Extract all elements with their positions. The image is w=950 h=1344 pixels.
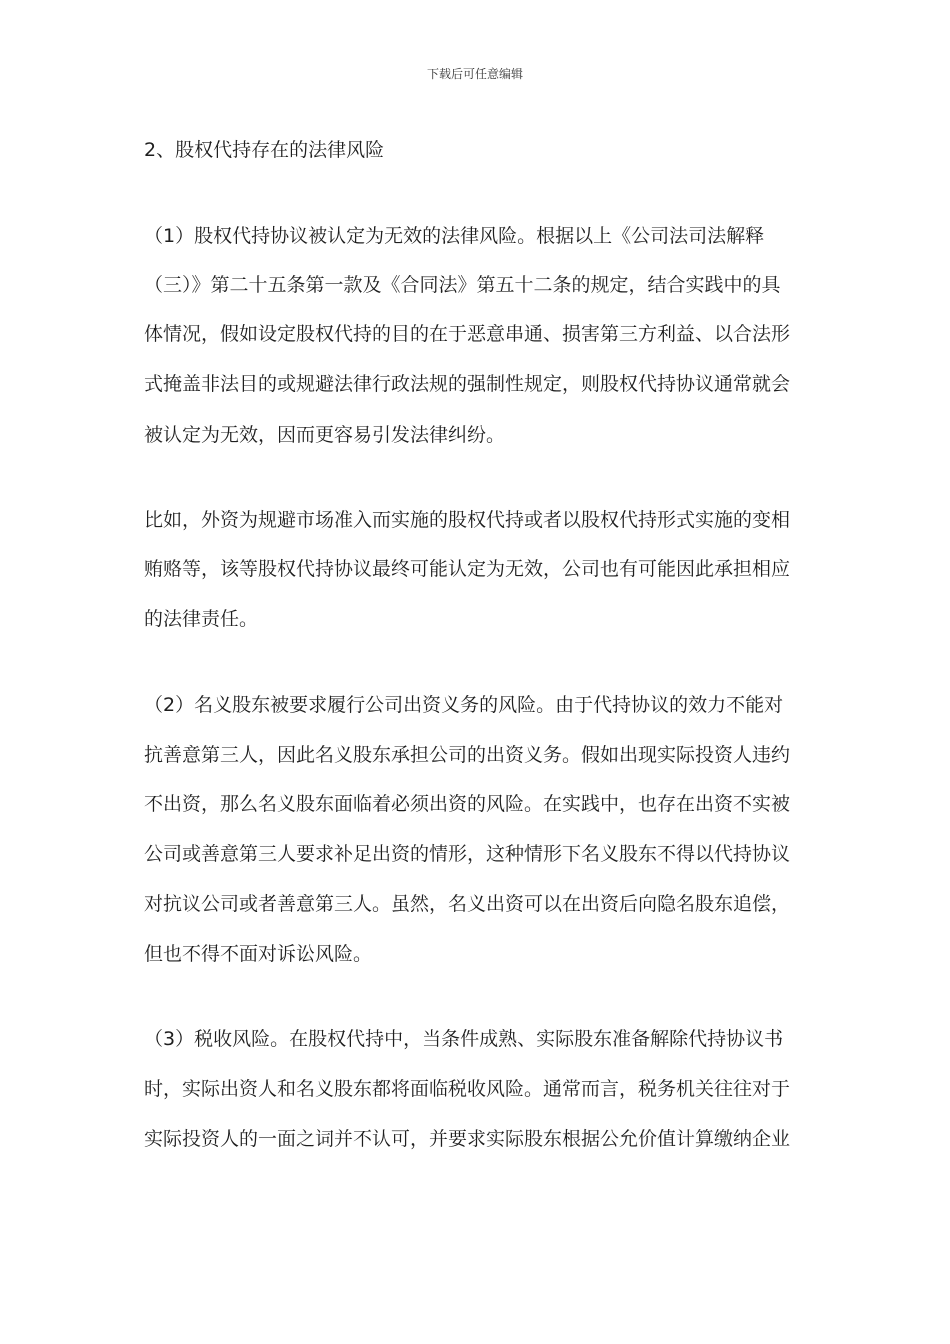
paragraph-4-line-3: 实际投资人的一面之词并不认可，并要求实际股东根据公允价值计算缴纳企业 [144, 1128, 791, 1150]
paragraph-1-line-3: 体情况，假如设定股权代持的目的在于恶意串通、损害第三方利益、以合法形 [144, 323, 791, 345]
paragraph-3-line-4: 公司或善意第三人要求补足出资的情形，这种情形下名义股东不得以代持协议 [144, 843, 791, 865]
page-header: 下载后可任意编辑 [426, 67, 523, 81]
paragraph-1-line-4: 式掩盖非法目的或规避法律行政法规的强制性规定，则股权代持协议通常就会 [144, 373, 791, 395]
paragraph-3-line-1: （2）名义股东被要求履行公司出资义务的风险。由于代持协议的效力不能对 [144, 694, 784, 716]
paragraph-4-line-2: 时，实际出资人和名义股东都将面临税收风险。通常而言，税务机关往往对于 [144, 1078, 791, 1100]
paragraph-1-line-2: （三）》第二十五条第一款及《合同法》第五十二条的规定，结合实践中的具 [144, 274, 781, 296]
paragraph-2-line-2: 贿赂等，该等股权代持协议最终可能认定为无效，公司也有可能因此承担相应 [144, 558, 791, 580]
paragraph-3-line-5: 对抗议公司或者善意第三人。虽然，名义出资可以在出资后向隐名股东追偿， [144, 893, 791, 915]
paragraph-4-line-1: （3）税收风险。在股权代持中，当条件成熟、实际股东准备解除代持协议书 [144, 1028, 784, 1050]
paragraph-3-line-3: 不出资，那么名义股东面临着必须出资的风险。在实践中，也存在出资不实被 [144, 793, 791, 815]
section-title: 2、股权代持存在的法律风险 [144, 139, 385, 161]
paragraph-3-line-2: 抗善意第三人，因此名义股东承担公司的出资义务。假如出现实际投资人违约 [144, 744, 791, 766]
paragraph-2-line-1: 比如，外资为规避市场准入而实施的股权代持或者以股权代持形式实施的变相 [144, 509, 791, 531]
paragraph-1-line-5: 被认定为无效，因而更容易引发法律纠纷。 [144, 424, 506, 446]
paragraph-2-line-3: 的法律责任。 [144, 608, 259, 630]
paragraph-1-line-1: （1）股权代持协议被认定为无效的法律风险。根据以上《公司法司法解释 [144, 225, 765, 247]
paragraph-3-line-6: 但也不得不面对诉讼风险。 [144, 943, 373, 965]
